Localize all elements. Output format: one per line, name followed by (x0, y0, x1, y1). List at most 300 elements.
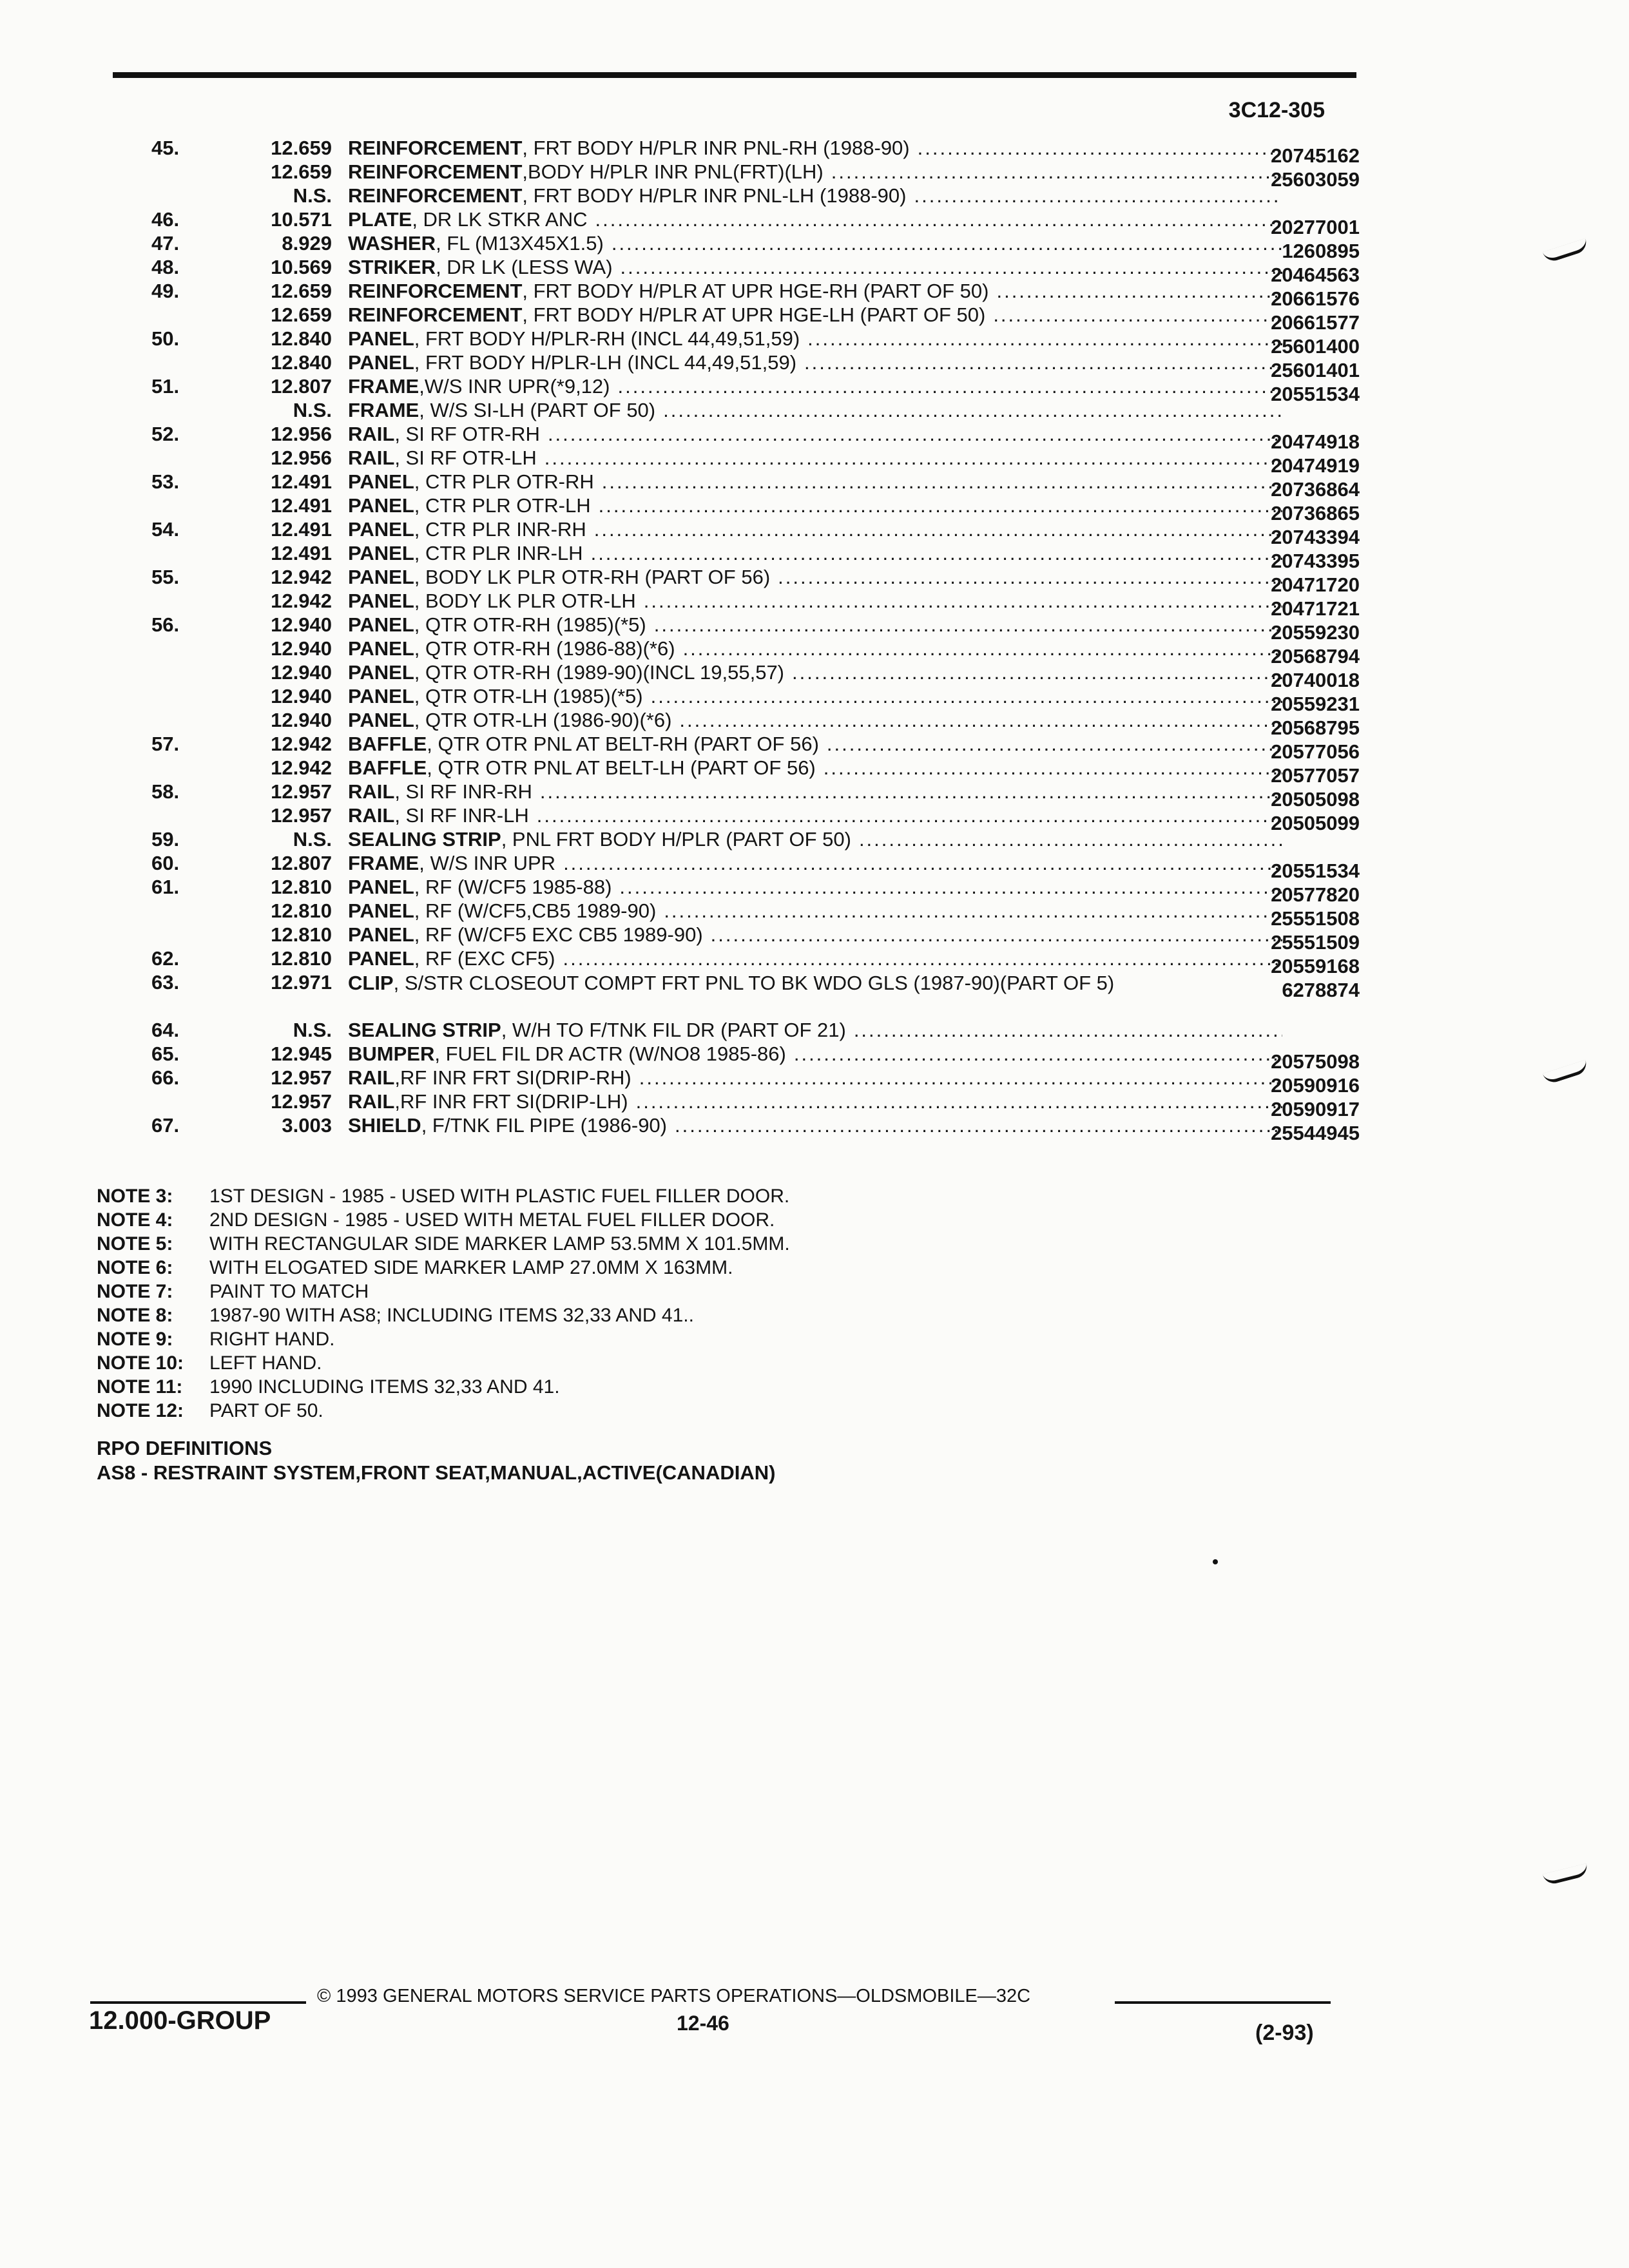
part-name: FRAME (348, 399, 419, 421)
part-name: REINFORCEMENT (348, 160, 523, 183)
leader-dots (993, 303, 1282, 327)
part-detail: , RF (W/CF5,CB5 1989-90) (414, 899, 657, 922)
part-detail: , BODY LK PLR OTR-LH (414, 590, 636, 612)
part-name: RAIL (348, 804, 395, 827)
group-number: 12.940 (271, 613, 332, 636)
part-row (97, 971, 1360, 1019)
leader-dots (679, 709, 1282, 732)
group-number: 12.807 (271, 375, 332, 398)
binder-mark (1543, 1060, 1589, 1086)
part-description (348, 733, 1282, 756)
part-detail: , W/S SI-LH (PART OF 50) (419, 399, 656, 421)
leader-dots (651, 685, 1282, 708)
item-number: 47. (151, 232, 180, 255)
note-text: 1ST DESIGN - 1985 - USED WITH PLASTIC FUEL FILLER DOOR. (209, 1186, 790, 1207)
part-row (97, 232, 1360, 262)
part-detail: , W/H TO F/TNK FIL DR (PART OF 21) (501, 1019, 846, 1041)
part-row (97, 208, 1360, 238)
part-description (348, 1090, 1282, 1113)
part-number: 20474918 (1271, 430, 1360, 453)
part-number: 20736865 (1271, 502, 1360, 524)
leader-dots (540, 780, 1282, 803)
group-number: 3.003 (282, 1114, 332, 1137)
rpo-definition: AS8 - RESTRAINT SYSTEM,FRONT SEAT,MANUAL,ACTIVE(CANADIAN) (97, 1461, 776, 1484)
part-description (348, 971, 1276, 995)
part-detail: , F/TNK FIL PIPE (1986-90) (421, 1114, 667, 1137)
part-name: PANEL (348, 613, 414, 636)
binder-mark (1543, 1863, 1590, 1886)
part-description (348, 780, 1282, 803)
part-detail: , FRT BODY H/PLR-RH (INCL 44,49,51,59) (414, 327, 800, 350)
part-number: 20551534 (1271, 383, 1360, 405)
group-number: 12.810 (271, 947, 332, 970)
part-number: 20743394 (1271, 526, 1360, 548)
part-detail: , BODY LK PLR OTR-RH (PART OF 56) (414, 566, 771, 588)
footer-date: (2-93) (1255, 2021, 1314, 2045)
part-detail: , QTR OTR-LH (1985)(*5) (414, 685, 643, 707)
part-row (97, 661, 1360, 691)
note-row (97, 1400, 790, 1424)
part-name: SEALING STRIP (348, 1019, 501, 1041)
leader-dots (807, 327, 1282, 351)
part-name: REINFORCEMENT (348, 184, 523, 207)
part-detail: , SI RF OTR-RH (394, 423, 540, 445)
leader-dots (591, 542, 1282, 565)
part-number: 20568795 (1271, 716, 1360, 739)
part-description (348, 852, 1282, 875)
leader-dots (537, 804, 1282, 827)
part-description (348, 280, 1282, 303)
note-label: NOTE 7: (97, 1281, 173, 1302)
note-row (97, 1305, 790, 1329)
part-name: RAIL (348, 1090, 395, 1113)
part-number: 6278874 (1282, 979, 1360, 1001)
part-number: 25601400 (1271, 335, 1360, 358)
item-number: 53. (151, 470, 180, 493)
part-name: PLATE (348, 208, 412, 231)
leader-dots (663, 399, 1282, 422)
leader-dots (612, 232, 1282, 255)
item-number: 45. (151, 137, 180, 159)
group-number: N.S. (293, 828, 332, 850)
part-detail: , RF (W/CF5 1985-88) (414, 876, 612, 898)
item-number: 50. (151, 327, 180, 350)
group-number: 12.956 (271, 423, 332, 445)
part-detail: , QTR OTR-LH (1986-90)(*6) (414, 709, 672, 731)
part-number: 20743395 (1271, 550, 1360, 572)
group-number: 12.810 (271, 899, 332, 922)
part-detail: , DR LK (LESS WA) (436, 256, 613, 278)
leader-dots (545, 447, 1282, 470)
part-number: 25551508 (1271, 907, 1360, 930)
group-number: N.S. (293, 184, 332, 207)
leader-dots (711, 923, 1282, 947)
group-number: 12.942 (271, 733, 332, 755)
part-description (348, 899, 1282, 923)
part-description (348, 184, 1282, 207)
group-number: 12.659 (271, 160, 332, 183)
part-number: 25544945 (1271, 1122, 1360, 1144)
part-number: 20568794 (1271, 645, 1360, 668)
note-text: LEFT HAND. (209, 1352, 322, 1374)
leader-dots (639, 1066, 1282, 1090)
part-number: 25601401 (1271, 359, 1360, 381)
group-number: 12.957 (271, 804, 332, 827)
part-detail: , SI RF INR-RH (394, 780, 532, 803)
part-detail: , QTR OTR PNL AT BELT-RH (PART OF 56) (427, 733, 819, 755)
part-detail: , S/STR CLOSEOUT COMPT FRT PNL TO BK WDO GLS (1987-90)(PART OF 5) (393, 972, 1115, 994)
leader-dots (824, 756, 1282, 780)
group-number: 12.942 (271, 566, 332, 588)
item-number: 59. (151, 828, 180, 850)
part-description (348, 590, 1282, 613)
part-detail: , QTR OTR-RH (1985)(*5) (414, 613, 646, 636)
part-detail: , FUEL FIL DR ACTR (W/NO8 1985-86) (434, 1043, 786, 1065)
leader-dots (827, 733, 1282, 756)
group-number: 12.810 (271, 923, 332, 946)
leader-dots (794, 1043, 1282, 1066)
notes-list (97, 1186, 790, 1424)
part-row (97, 351, 1360, 381)
item-number: 64. (151, 1019, 180, 1041)
leader-dots (675, 1114, 1282, 1137)
group-number: 12.810 (271, 876, 332, 898)
part-row (97, 780, 1360, 811)
group-number: 12.491 (271, 470, 332, 493)
item-number: 60. (151, 852, 180, 874)
leader-dots (621, 256, 1282, 279)
item-number: 62. (151, 947, 180, 970)
part-name: BUMPER (348, 1043, 435, 1065)
part-detail: , QTR OTR-RH (1989-90)(INCL 19,55,57) (414, 661, 785, 684)
group-number: 12.659 (271, 303, 332, 326)
part-detail: , RF (EXC CF5) (414, 947, 555, 970)
leader-dots (854, 1019, 1282, 1042)
part-row (97, 184, 1360, 208)
footer-rule-left (90, 2001, 306, 2004)
part-detail: , CTR PLR OTR-RH (414, 470, 594, 493)
part-detail: ,RF INR FRT SI(DRIP-RH) (394, 1066, 631, 1089)
part-row (97, 852, 1360, 882)
part-detail: ,W/S INR UPR(*9,12) (419, 375, 610, 398)
part-name: PANEL (348, 566, 414, 588)
leader-dots (996, 280, 1282, 303)
item-number: 55. (151, 566, 180, 588)
part-name: PANEL (348, 351, 414, 374)
part-detail: , FL (M13X45X1.5) (436, 232, 604, 255)
leader-dots (599, 494, 1282, 517)
part-detail: , QTR OTR PNL AT BELT-LH (PART OF 56) (427, 756, 816, 779)
note-row (97, 1329, 790, 1352)
group-number: 12.491 (271, 542, 332, 564)
item-number: 52. (151, 423, 180, 445)
part-number: 20505098 (1271, 788, 1360, 811)
part-detail: , FRT BODY H/PLR AT UPR HGE-LH (PART OF 50) (522, 303, 986, 326)
part-number: 20464563 (1271, 264, 1360, 286)
part-name: RAIL (348, 423, 395, 445)
part-row (97, 876, 1360, 906)
part-name: PANEL (348, 899, 414, 922)
part-row (97, 923, 1360, 954)
part-description (348, 1043, 1282, 1066)
part-name: PANEL (348, 542, 414, 564)
leader-dots (618, 375, 1283, 398)
leader-dots (918, 137, 1282, 160)
part-number: 20551534 (1271, 860, 1360, 882)
group-number: 10.571 (271, 208, 332, 231)
part-name: STRIKER (348, 256, 436, 278)
part-row (97, 542, 1360, 572)
part-description (348, 375, 1282, 398)
part-number: 20740018 (1271, 669, 1360, 691)
part-description (348, 661, 1282, 684)
part-name: BAFFLE (348, 756, 427, 779)
note-text: RIGHT HAND. (209, 1329, 335, 1350)
part-name: PANEL (348, 470, 414, 493)
part-description (348, 351, 1282, 374)
note-label: NOTE 3: (97, 1186, 173, 1207)
group-number: 12.940 (271, 685, 332, 707)
part-description (348, 947, 1282, 970)
part-description (348, 423, 1282, 446)
group-number: 12.840 (271, 327, 332, 350)
part-name: PANEL (348, 661, 414, 684)
part-detail: , W/S INR UPR (419, 852, 556, 874)
part-description (348, 447, 1282, 470)
part-detail: , FRT BODY H/PLR-LH (INCL 44,49,51,59) (414, 351, 797, 374)
part-detail: , SI RF INR-LH (394, 804, 529, 827)
group-number: 12.971 (271, 971, 332, 994)
part-description (348, 256, 1282, 279)
part-description (348, 232, 1282, 255)
note-label: NOTE 4: (97, 1209, 173, 1231)
part-name: PANEL (348, 685, 414, 707)
part-description (348, 828, 1282, 851)
part-number: 20559168 (1271, 955, 1360, 977)
binder-mark (1543, 238, 1589, 264)
part-number: 1260895 (1282, 240, 1360, 262)
footer-rule-right (1115, 2001, 1331, 2004)
part-row (97, 1090, 1360, 1120)
note-label: NOTE 5: (97, 1233, 173, 1254)
part-name: REINFORCEMENT (348, 280, 523, 302)
leader-dots (595, 208, 1283, 231)
leader-dots (563, 852, 1282, 875)
part-row (97, 613, 1360, 644)
part-row (97, 303, 1360, 334)
part-detail: , DR LK STKR ANC (412, 208, 588, 231)
part-row (97, 756, 1360, 787)
part-description (348, 327, 1282, 351)
note-label: NOTE 8: (97, 1305, 173, 1326)
item-number: 63. (151, 971, 180, 994)
part-number: 20471720 (1271, 573, 1360, 596)
part-row (97, 399, 1360, 423)
item-number: 56. (151, 613, 180, 636)
note-row (97, 1233, 790, 1257)
part-description (348, 160, 1282, 184)
footer-copyright: © 1993 GENERAL MOTORS SERVICE PARTS OPERATIONS—OLDSMOBILE—32C (317, 1986, 1031, 2006)
part-row (97, 709, 1360, 739)
part-name: PANEL (348, 876, 414, 898)
item-number: 51. (151, 375, 180, 398)
note-label: NOTE 9: (97, 1329, 173, 1350)
item-number: 61. (151, 876, 180, 898)
part-number: 20559231 (1271, 693, 1360, 715)
leader-dots (683, 637, 1282, 660)
part-row (97, 280, 1360, 310)
part-detail: , FRT BODY H/PLR AT UPR HGE-RH (PART OF 50) (522, 280, 989, 302)
part-name: REINFORCEMENT (348, 137, 523, 159)
part-row (97, 590, 1360, 620)
item-number: 54. (151, 518, 180, 541)
part-description (348, 709, 1282, 732)
part-row (97, 733, 1360, 763)
footer-group: 12.000-GROUP (89, 2006, 271, 2035)
part-row (97, 566, 1360, 596)
part-name: RAIL (348, 447, 395, 469)
part-row (97, 685, 1360, 715)
leader-dots (654, 613, 1282, 637)
part-row (97, 1114, 1360, 1144)
leader-dots (563, 947, 1283, 970)
group-number: 12.840 (271, 351, 332, 374)
item-number: 67. (151, 1114, 180, 1137)
leader-dots (619, 876, 1282, 899)
part-number: 20661577 (1271, 311, 1360, 334)
part-name: FRAME (348, 375, 419, 398)
group-number: 8.929 (282, 232, 332, 255)
part-name: SEALING STRIP (348, 828, 501, 850)
note-text: PART OF 50. (209, 1400, 323, 1421)
part-description (348, 1114, 1282, 1137)
group-number: 12.940 (271, 661, 332, 684)
part-description (348, 756, 1282, 780)
part-description (348, 923, 1282, 947)
item-number: 49. (151, 280, 180, 302)
part-description (348, 399, 1282, 422)
part-row (97, 423, 1360, 453)
part-detail: ,RF INR FRT SI(DRIP-LH) (394, 1090, 628, 1113)
part-detail: , CTR PLR OTR-LH (414, 494, 591, 517)
part-name: PANEL (348, 637, 414, 660)
part-name: PANEL (348, 947, 414, 970)
part-description (348, 1019, 1282, 1042)
item-number: 46. (151, 208, 180, 231)
part-description (348, 518, 1282, 541)
part-description (348, 137, 1282, 160)
part-number: 25551509 (1271, 931, 1360, 954)
part-name: PANEL (348, 709, 414, 731)
part-description (348, 804, 1282, 827)
leader-dots (914, 184, 1282, 207)
note-label: NOTE 6: (97, 1257, 173, 1278)
part-name: PANEL (348, 518, 414, 541)
part-detail: ,BODY H/PLR INR PNL(FRT)(LH) (522, 160, 824, 183)
page-speck (1213, 1559, 1218, 1564)
leader-dots (636, 1090, 1282, 1113)
group-number: 12.956 (271, 447, 332, 469)
part-name: PANEL (348, 494, 414, 517)
part-number: 20745162 (1271, 144, 1360, 167)
part-row (97, 518, 1360, 548)
part-description (348, 303, 1282, 327)
group-number: 10.569 (271, 256, 332, 278)
group-number: 12.957 (271, 1090, 332, 1113)
group-number: 12.491 (271, 518, 332, 541)
part-detail: , RF (W/CF5 EXC CB5 1989-90) (414, 923, 703, 946)
leader-dots (594, 518, 1282, 541)
part-description (348, 470, 1282, 494)
part-row (97, 447, 1360, 477)
group-number: 12.942 (271, 590, 332, 612)
rpo-section (97, 1437, 775, 1486)
part-description (348, 685, 1282, 708)
group-number: 12.491 (271, 494, 332, 517)
group-number: N.S. (293, 1019, 332, 1041)
leader-dots (804, 351, 1282, 374)
part-description (348, 613, 1282, 637)
leader-dots (792, 661, 1282, 684)
group-number: 12.940 (271, 709, 332, 731)
sheet-code: 3C12-305 (1228, 98, 1325, 122)
part-row (97, 160, 1360, 191)
note-row (97, 1209, 790, 1233)
part-number: 20505099 (1271, 812, 1360, 834)
leader-dots (602, 470, 1282, 494)
part-row (97, 137, 1360, 167)
part-name: BAFFLE (348, 733, 427, 755)
item-number: 58. (151, 780, 180, 803)
leader-dots (778, 566, 1282, 589)
leader-dots (644, 590, 1282, 613)
part-detail: , FRT BODY H/PLR INR PNL-LH (1988-90) (522, 184, 907, 207)
note-row (97, 1376, 790, 1400)
part-row (97, 1019, 1360, 1043)
part-detail: , SI RF OTR-LH (394, 447, 537, 469)
note-text: 1987-90 WITH AS8; INCLUDING ITEMS 32,33 AND 41.. (209, 1305, 694, 1326)
group-number: 12.940 (271, 637, 332, 660)
part-row (97, 899, 1360, 930)
part-number: 20471721 (1271, 597, 1360, 620)
part-detail: , QTR OTR-RH (1986-88)(*6) (414, 637, 675, 660)
group-number: 12.957 (271, 1066, 332, 1089)
part-row (97, 1066, 1360, 1097)
part-number: 20577057 (1271, 764, 1360, 787)
part-number: 20577820 (1271, 883, 1360, 906)
part-name: WASHER (348, 232, 436, 255)
part-name: FRAME (348, 852, 419, 874)
page-number: 12-46 (677, 2012, 729, 2035)
part-description (348, 566, 1282, 589)
part-number: 20474919 (1271, 454, 1360, 477)
group-number: 12.945 (271, 1043, 332, 1065)
part-row (97, 804, 1360, 834)
part-detail: , FRT BODY H/PLR INR PNL-RH (1988-90) (522, 137, 910, 159)
part-number: 20277001 (1271, 216, 1360, 238)
part-row (97, 1043, 1360, 1073)
part-number: 20559230 (1271, 621, 1360, 644)
part-number: 20736864 (1271, 478, 1360, 501)
part-name: RAIL (348, 780, 395, 803)
part-row (97, 828, 1360, 852)
part-detail: , PNL FRT BODY H/PLR (PART OF 50) (501, 828, 851, 850)
group-number: N.S. (293, 399, 332, 421)
part-row (97, 637, 1360, 668)
part-row (97, 256, 1360, 286)
leader-dots (664, 899, 1282, 923)
item-number: 66. (151, 1066, 180, 1089)
